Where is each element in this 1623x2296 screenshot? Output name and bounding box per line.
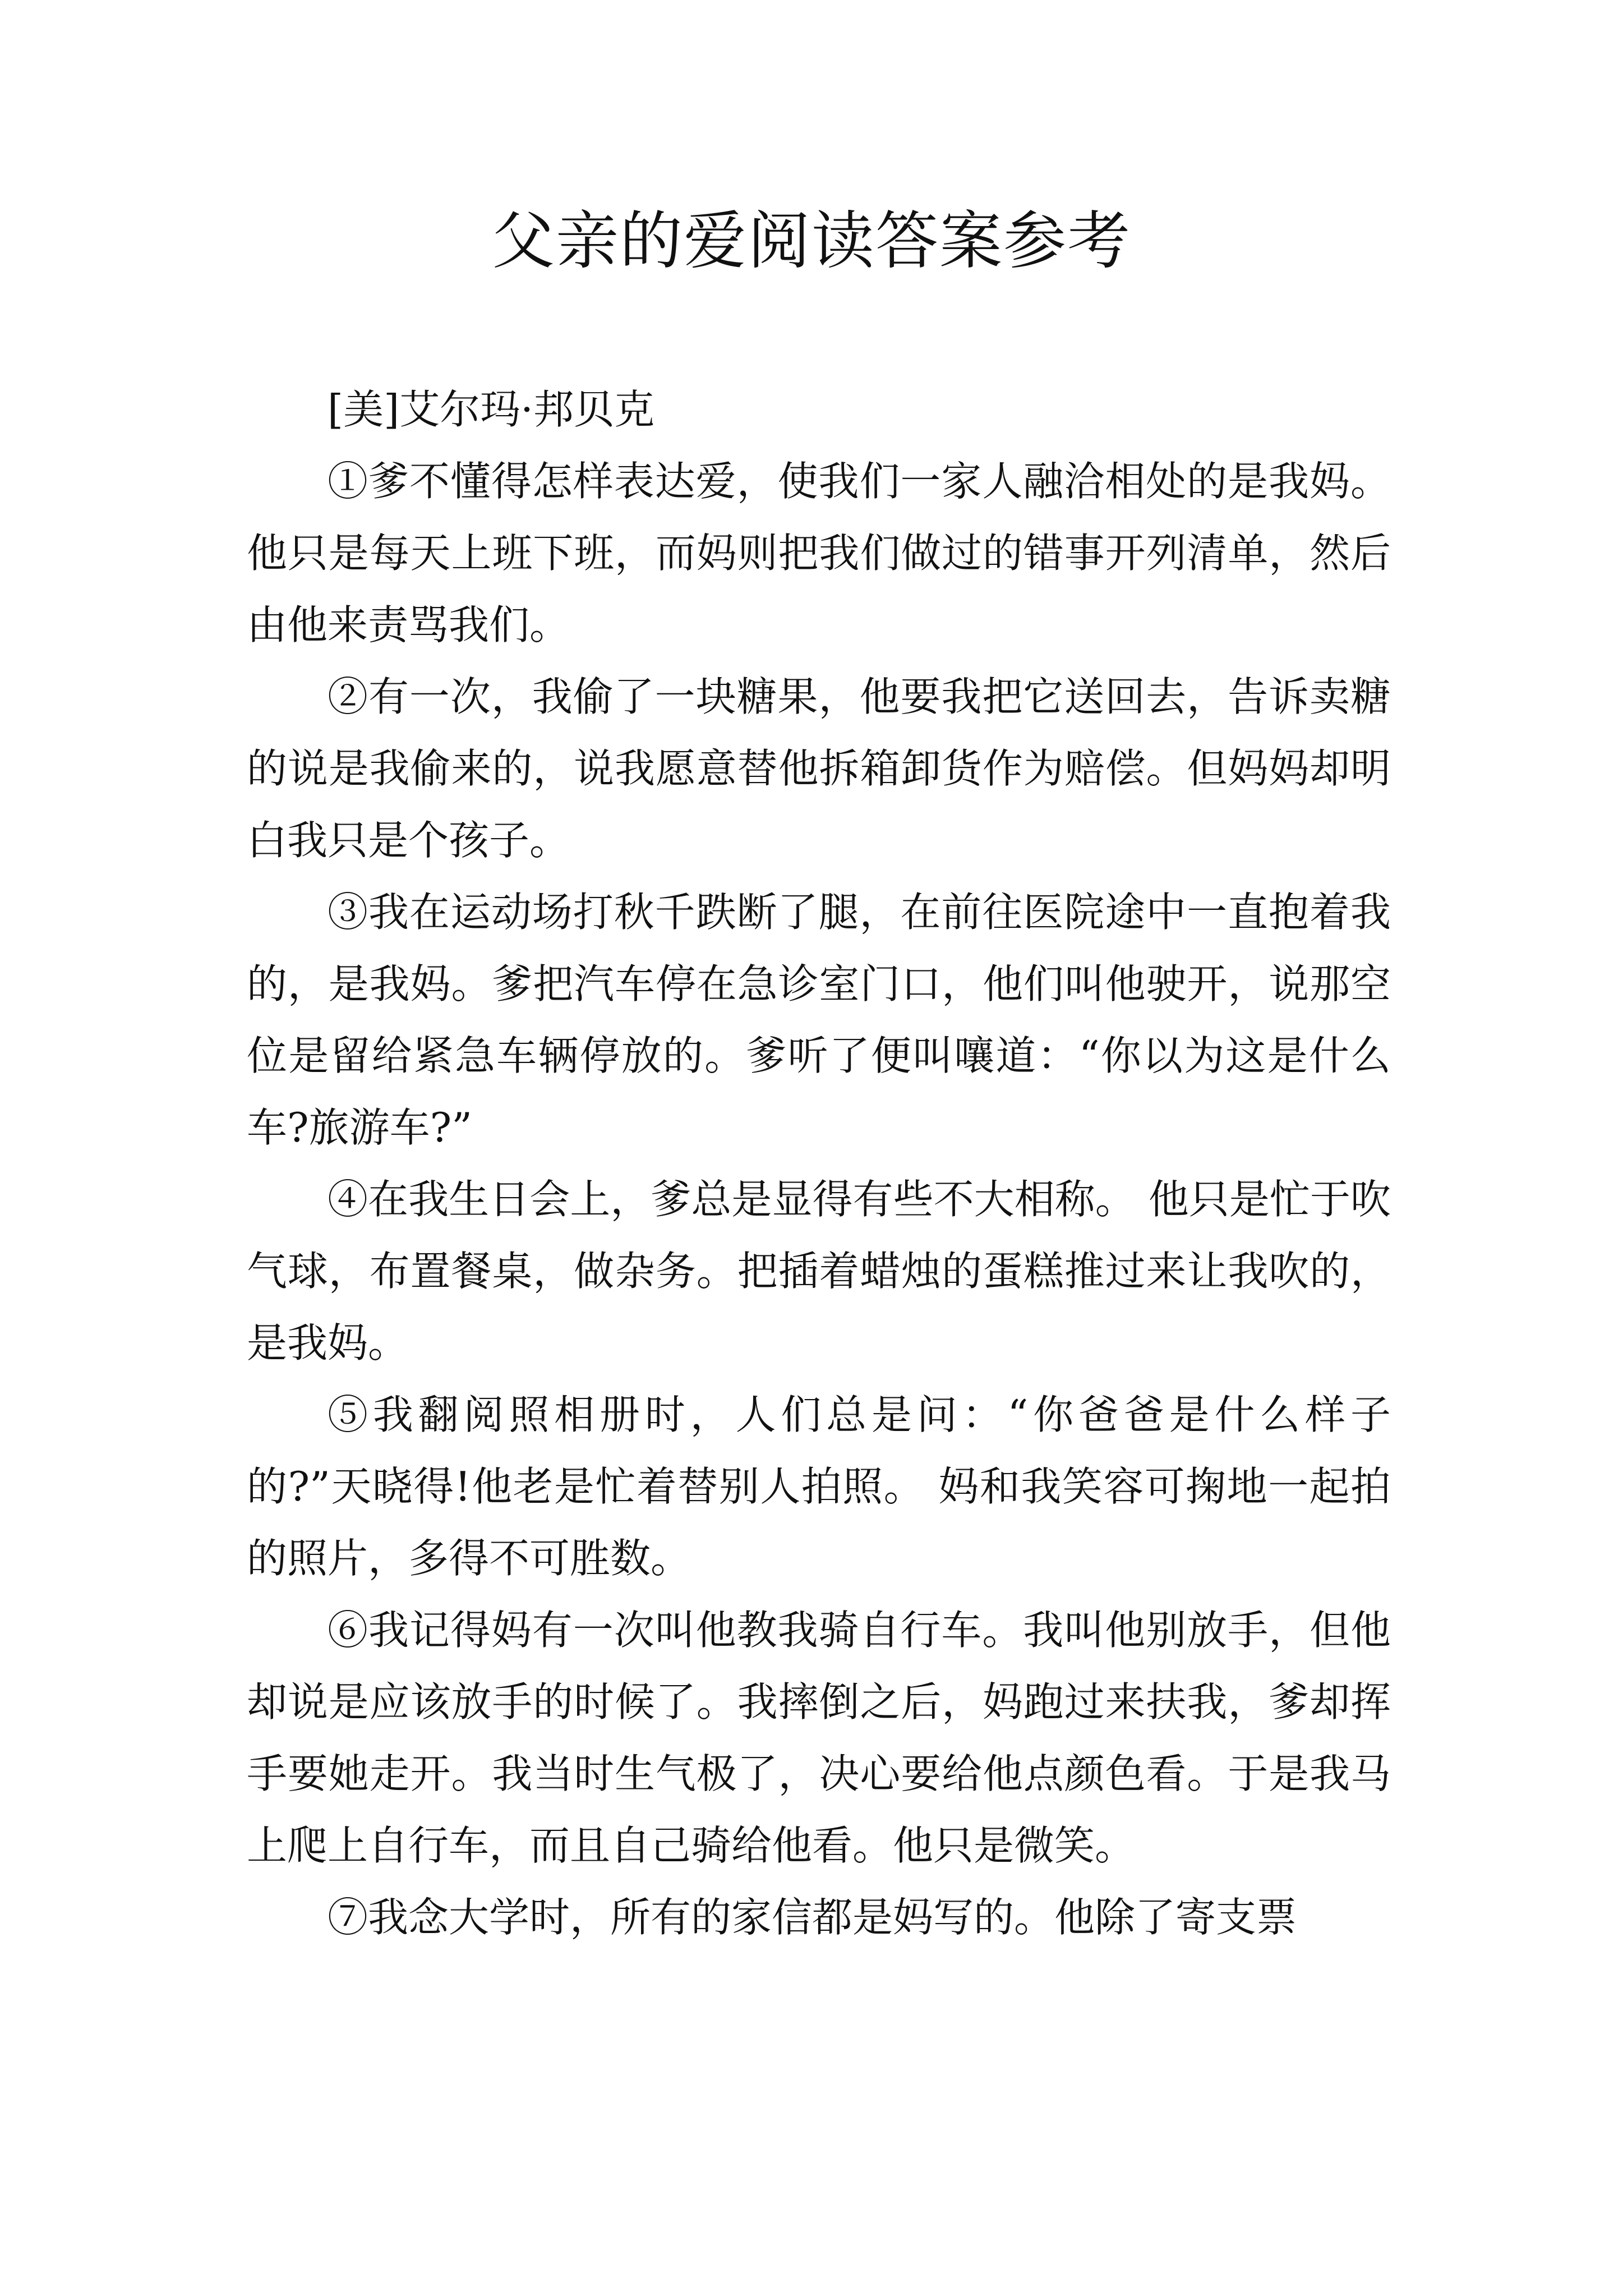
paragraph-1: ①爹不懂得怎样表达爱，使我们一家人融洽相处的是我妈。他只是每天上班下班，而妈则把我们做过的错事开列清单，然后由他来责骂我们。	[247, 458, 1391, 648]
paragraph-2: ②有一次，我偷了一块糖果，他要我把它送回去，告诉卖糖的说是我偷来的，说我愿意替他拆箱卸货作为赔偿。但妈妈却明白我只是个孩子。	[247, 673, 1391, 864]
paragraph-7: ⑦我念大学时，所有的家信都是妈写的。他除了寄支票	[328, 1894, 1297, 1941]
author-line: [美]艾尔玛·邦贝克	[328, 386, 655, 433]
paragraph-4: ④在我生日会上，爹总是显得有些不大相称。 他只是忙于吹气球，布置餐桌，做杂务。把插着蜡烛的蛋糕推过来让我吹的，是我妈。	[247, 1176, 1391, 1366]
article-body	[247, 374, 1391, 1953]
paragraph-6: ⑥我记得妈有一次叫他教我骑自行车。我叫他别放手，但他却说是应该放手的时候了。我摔倒之后，妈跑过来扶我，爹却挥手要她走开。我当时生气极了，决心要给他点颜色看。于是我马上爬上自行车，而且自己骑给他看。他只是微笑。	[247, 1607, 1391, 1869]
page-title: 父亲的爱阅读答案参考	[492, 205, 1131, 278]
paragraph-5: ⑤我翻阅照相册时，人们总是问：“你爸爸是什么样子的?”天晓得!他老是忙着替别人拍照。 妈和我笑容可掬地一起拍的照片，多得不可胜数。	[247, 1391, 1391, 1582]
paragraph-3: ③我在运动场打秋千跌断了腿，在前往医院途中一直抱着我的，是我妈。爹把汽车停在急诊室门口，他们叫他驶开，说那空位是留给紧急车辆停放的。爹听了便叫嚷道：“你以为这是什么车?旅游车?”	[247, 889, 1391, 1151]
